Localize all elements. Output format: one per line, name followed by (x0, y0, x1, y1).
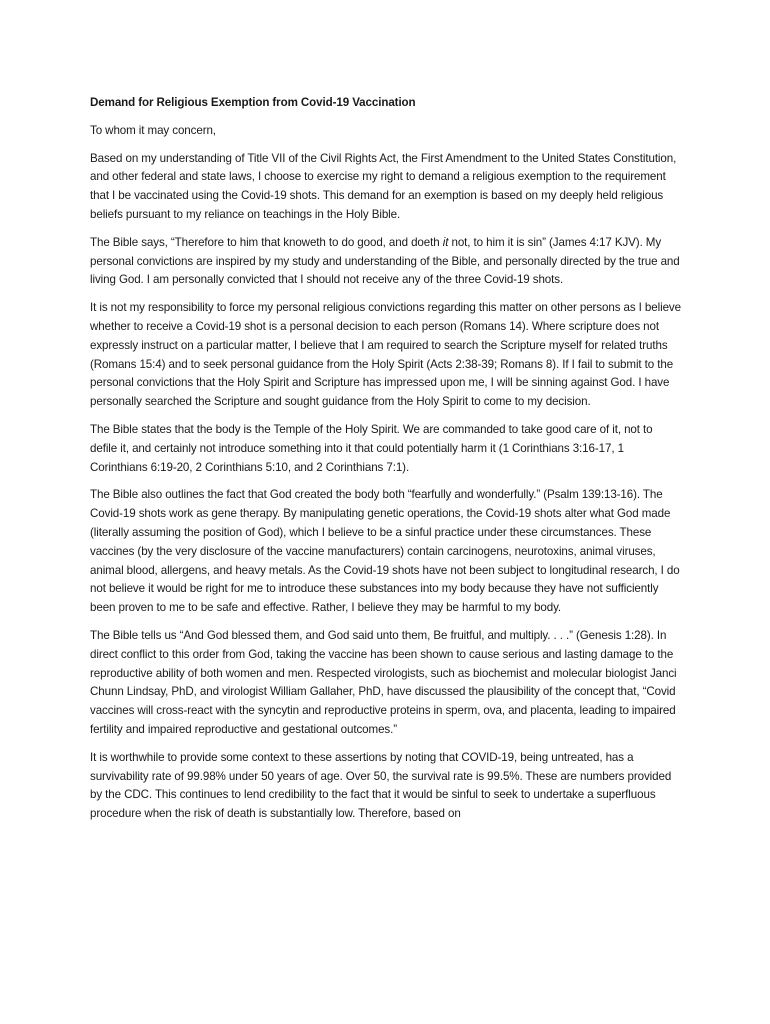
james-quote-italic-word: it (442, 235, 449, 249)
paragraph-legal-basis: Based on my understanding of Title VII of the Civil Rights Act, the First Amendment to the United States Constitution, and other federal and state laws, I choose to exercise my right to demand a religious exemption to the requirement that I be vaccinated using the Covid-19 shots. This demand for an exemption is based on my deeply held religious beliefs pursuant to my reliance on teachings in the Holy Bible. (90, 151, 677, 221)
salutation: To whom it may concern, (90, 123, 216, 137)
paragraph-james-quote (90, 234, 682, 290)
letter-page (90, 94, 682, 833)
paragraph-temple-of-holy-spirit: The Bible states that the body is the Temple of the Holy Spirit. We are commanded to take good care of it, not to defile it, and certainly not introduce something into it that could potentially harm it (1 Corinthians 3:16-17, 1 Corinthians 6:19-20, 2 Corinthians 5:10, and 2 Corinthians 7:1). (90, 422, 653, 474)
paragraph-survivability-context: It is worthwhile to provide some context to these assertions by noting that COVID-19, being untreated, has a survivability rate of 99.98% under 50 years of age. Over 50, the survival rate is 99.5%. These are numbers provided by the CDC. This continues to lend credibility to the fact that it would be sinful to seek to undertake a superfluous procedure when the risk of death is substantially low. Therefore, based on (90, 750, 672, 821)
james-quote-text-end: not, to him it is sin” (James 4:17 KJV). My personal convictions are inspired by my study and understanding of the Bible, and personally directed by the true and living God. I am personally convicted that I should not receive any of the three Covid-19 shots. (90, 235, 680, 287)
document-title: Demand for Religious Exemption from Covid-19 Vaccination (90, 96, 416, 109)
paragraph-fearfully-and-wonderfully: The Bible also outlines the fact that God created the body both “fearfully and wonderfully.” (Psalm 139:13-16). The Covid-19 shots work as gene therapy. By manipulating genetic operations, the Covid-19 shots alter what God made (literally assuming the position of God), which I believe to be a sinful practice under these circumstances. These vaccines (by the very disclosure of the vaccine manufacturers) contain carcinogens, neurotoxins, animal viruses, animal blood, allergens, and heavy metals. As the Covid-19 shots have not been subject to longitudinal research, I do not believe it would be right for me to introduce these substances into my body because they have not sufficiently been proven to me to be safe and effective. Rather, I believe they may be harmful to my body. (90, 488, 680, 615)
james-quote-text-start: The Bible says, “Therefore to him that knoweth to do good, and doeth (90, 235, 443, 249)
paragraph-personal-convictions: It is not my responsibility to force my personal religious convictions regarding this matter on other persons as I believe whether to receive a Covid-19 shot is a personal decision to each person (Romans 14). Where scripture does not expressly instruct on a particular matter, I believe that I am required to search the Scripture myself for related truths (Romans 15:4) and to seek personal guidance from the Holy Spirit (Acts 2:38-39; Romans 8). If I fail to submit to the personal convictions that the Holy Spirit and Scripture has impressed upon me, I will be sinning against God. I have personally searched the Scripture and sought guidance from the Holy Spirit to come to my decision. (90, 301, 681, 409)
paragraph-be-fruitful: The Bible tells us “And God blessed them, and God said unto them, Be fruitful, and multiply. . . .” (Genesis 1:28). In direct conflict to this order from God, taking the vaccine has been shown to cause serious and lasting damage to the reproductive ability of both women and men. Respected virologists, such as biochemist and molecular biologist Janci Chunn Lindsay, PhD, and virologist William Gallaher, PhD, have discussed the plausibility of the concept that, “Covid vaccines will cross-react with the syncytin and reproductive proteins in sperm, ova, and placenta, leading to impaired fertility and impaired reproductive and gestational outcomes.” (90, 628, 677, 736)
